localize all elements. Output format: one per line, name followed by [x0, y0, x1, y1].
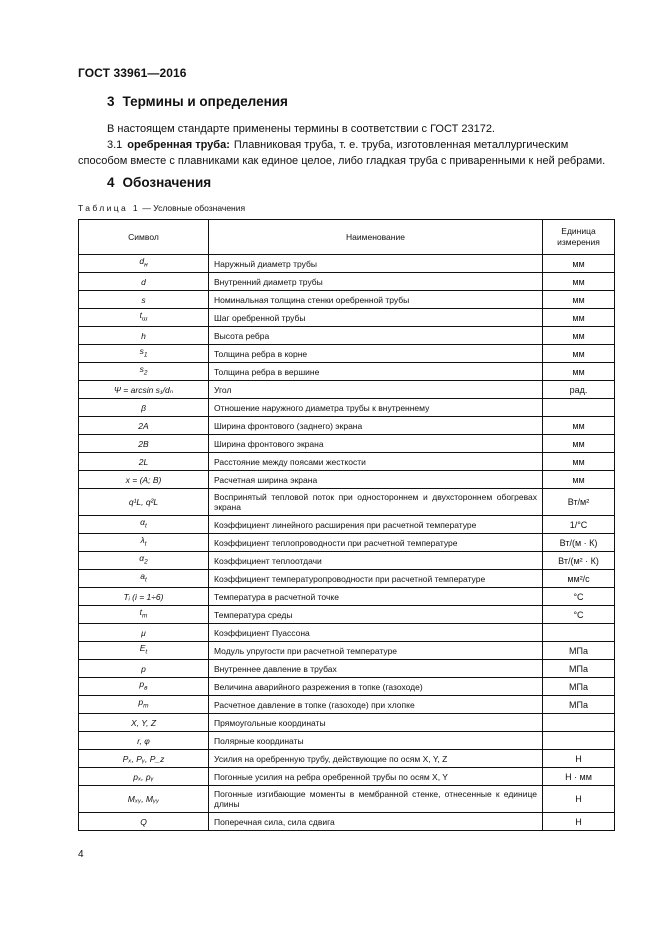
- table-caption-text: — Условные обозначения: [142, 203, 246, 213]
- table-row: [79, 552, 615, 570]
- symbol-text: s: [139, 364, 144, 375]
- table-row: [79, 606, 615, 624]
- symbol-subscript: ш: [141, 315, 148, 323]
- symbol-text: 2B: [138, 438, 149, 449]
- table-body: [79, 255, 615, 831]
- table-row: [79, 516, 615, 534]
- symbol-cell: [79, 678, 209, 696]
- standard-header: ГОСТ 33961—2016: [78, 66, 187, 80]
- name-cell: Усилия на оребренную трубу, действующие по осям X, Y, Z: [209, 750, 543, 768]
- symbol-text: p: [141, 663, 146, 674]
- symbol-cell: [79, 552, 209, 570]
- name-cell: Погонные усилия на ребра оребренной трубы по осям X, Y: [209, 768, 543, 786]
- name-cell: Температура в расчетной точке: [209, 588, 543, 606]
- section-3-title: Термины и определения: [122, 94, 288, 109]
- symbol-text: 2A: [138, 420, 149, 431]
- symbol-subscript: в: [144, 684, 148, 692]
- unit-cell: мм: [543, 363, 615, 381]
- symbol-subscript: m: [141, 612, 148, 620]
- table-row: [79, 660, 615, 678]
- table-header-row: [79, 220, 615, 255]
- unit-cell: 1/°C: [543, 516, 615, 534]
- symbol-cell: [79, 435, 209, 453]
- name-cell: Полярные координаты: [209, 732, 543, 750]
- symbol-text: Ψ = arcsin s₁/dₙ: [113, 384, 174, 395]
- table-row: [79, 453, 615, 471]
- symbol-cell: [79, 417, 209, 435]
- name-cell: Толщина ребра в вершине: [209, 363, 543, 381]
- symbol-cell: [79, 516, 209, 534]
- unit-cell: [543, 624, 615, 642]
- symbol-text: 2L: [138, 456, 149, 467]
- table-row: [79, 399, 615, 417]
- symbol-text: h: [141, 330, 146, 341]
- unit-cell: МПа: [543, 678, 615, 696]
- symbol-text: a: [140, 571, 145, 582]
- unit-cell: мм: [543, 273, 615, 291]
- table-row: [79, 381, 615, 399]
- section-4-number: 4: [107, 175, 115, 190]
- name-cell: Высота ребра: [209, 327, 543, 345]
- symbol-cell: [79, 714, 209, 732]
- symbol-text: α: [140, 517, 146, 528]
- symbol-cell: [79, 327, 209, 345]
- unit-cell: мм: [543, 453, 615, 471]
- table-row: [79, 534, 615, 552]
- symbol-cell: [79, 642, 209, 660]
- symbol-cell: [79, 471, 209, 489]
- symbol-cell: [79, 570, 209, 588]
- unit-cell: мм: [543, 309, 615, 327]
- term-number: 3.1: [107, 139, 123, 151]
- section-3-heading: [107, 94, 288, 109]
- table-row: [79, 588, 615, 606]
- unit-cell: мм: [543, 291, 615, 309]
- unit-cell: °C: [543, 606, 615, 624]
- table-row: [79, 714, 615, 732]
- symbol-cell: [79, 255, 209, 273]
- unit-cell: МПа: [543, 696, 615, 714]
- symbol-cell: [79, 363, 209, 381]
- symbol-text: t: [139, 310, 142, 321]
- name-cell: Расчетная ширина экрана: [209, 471, 543, 489]
- table-row: [79, 291, 615, 309]
- table-row: [79, 489, 615, 516]
- symbol-cell: [79, 534, 209, 552]
- table-row: [79, 345, 615, 363]
- symbol-subscript: t: [144, 576, 147, 584]
- symbol-cell: [79, 750, 209, 768]
- symbol-text: Tᵢ (i = 1÷6): [123, 591, 164, 602]
- table-row: [79, 696, 615, 714]
- unit-cell: Вт/(м · К): [543, 534, 615, 552]
- unit-cell: °C: [543, 588, 615, 606]
- name-cell: Коэффициент теплопроводности при расчетной температуре: [209, 534, 543, 552]
- symbol-cell: [79, 381, 209, 399]
- unit-cell: мм: [543, 327, 615, 345]
- symbol-cell: [79, 309, 209, 327]
- symbol-cell: [79, 453, 209, 471]
- symbol-text: Q: [140, 816, 147, 827]
- name-cell: Коэффициент температуропроводности при расчетной температуре: [209, 570, 543, 588]
- unit-cell: МПа: [543, 660, 615, 678]
- symbol-text: E: [139, 643, 146, 654]
- section-4-title: Обозначения: [122, 175, 212, 190]
- symbol-cell: [79, 273, 209, 291]
- symbol-text: r, φ: [137, 735, 150, 746]
- symbol-cell: [79, 660, 209, 678]
- name-cell: Расчетное давление в топке (газоходе) при хлопке: [209, 696, 543, 714]
- symbol-cell: [79, 624, 209, 642]
- symbol-subscript: t: [145, 648, 148, 656]
- unit-cell: мм²/с: [543, 570, 615, 588]
- section-4-heading: [107, 175, 211, 190]
- table-row: [79, 327, 615, 345]
- name-cell: Наружный диаметр трубы: [209, 255, 543, 273]
- symbol-text: q¹L, q²L: [128, 497, 159, 507]
- name-cell: Температура среды: [209, 606, 543, 624]
- symbol-text: λ: [140, 535, 145, 546]
- name-cell: Коэффициент линейного расширения при расчетной температуре: [209, 516, 543, 534]
- symbol-subscript: н: [144, 261, 148, 269]
- symbol-text: s: [141, 294, 146, 305]
- header-unit: Единица измерения: [543, 220, 615, 255]
- symbol-text: X, Y, Z: [130, 717, 157, 728]
- symbol-subscript: t: [144, 540, 147, 548]
- name-cell: Поперечная сила, сила сдвига: [209, 813, 543, 831]
- name-cell: Ширина фронтового экрана: [209, 435, 543, 453]
- symbol-cell: [79, 606, 209, 624]
- unit-cell: мм: [543, 255, 615, 273]
- unit-cell: Вт/(м² · К): [543, 552, 615, 570]
- unit-cell: мм: [543, 345, 615, 363]
- name-cell: Номинальная толщина стенки оребренной трубы: [209, 291, 543, 309]
- symbol-cell: [79, 696, 209, 714]
- table-row: [79, 678, 615, 696]
- unit-cell: мм: [543, 435, 615, 453]
- symbol-text: x = (A; B): [125, 474, 162, 485]
- unit-cell: мм: [543, 471, 615, 489]
- name-cell: Величина аварийного разрежения в топке (газоходе): [209, 678, 543, 696]
- unit-cell: МПа: [543, 642, 615, 660]
- section-3-intro: В настоящем стандарте применены термины в соответствии с ГОСТ 23172.: [107, 123, 495, 135]
- term-definition-paragraph: [78, 137, 614, 169]
- symbol-text: d: [139, 256, 145, 267]
- symbol-text: μ: [141, 627, 146, 638]
- unit-cell: Н · мм: [543, 768, 615, 786]
- table-row: [79, 570, 615, 588]
- symbol-cell: [79, 786, 209, 813]
- symbols-table: [78, 219, 615, 831]
- table-row: [79, 732, 615, 750]
- page-number: 4: [78, 849, 84, 860]
- symbol-text: t: [139, 607, 142, 618]
- unit-cell: [543, 732, 615, 750]
- symbol-text: Mₓᵧ, Mᵧᵧ: [127, 794, 160, 804]
- symbol-cell: [79, 768, 209, 786]
- table-row: [79, 786, 615, 813]
- table-caption-label: Таблица 1: [78, 203, 141, 213]
- table-row: [79, 624, 615, 642]
- name-cell: Расстояние между поясами жесткости: [209, 453, 543, 471]
- unit-cell: Н: [543, 786, 615, 813]
- symbol-cell: [79, 345, 209, 363]
- name-cell: Коэффициент теплоотдачи: [209, 552, 543, 570]
- symbol-subscript: 2: [144, 558, 148, 566]
- symbol-cell: [79, 732, 209, 750]
- unit-cell: [543, 399, 615, 417]
- name-cell: Воспринятый тепловой поток при одностороннем и двухстороннем обогревах экрана: [209, 489, 543, 516]
- name-cell: Внутренний диаметр трубы: [209, 273, 543, 291]
- unit-cell: рад.: [543, 381, 615, 399]
- symbol-subscript: 2: [143, 369, 148, 377]
- unit-cell: Вт/м²: [543, 489, 615, 516]
- symbol-text: s: [139, 346, 144, 357]
- term-name: оребренная труба:: [127, 139, 230, 151]
- name-cell: Шаг оребренной трубы: [209, 309, 543, 327]
- name-cell: Коэффициент Пуассона: [209, 624, 543, 642]
- table-row: [79, 813, 615, 831]
- table-row: [79, 435, 615, 453]
- symbol-cell: [79, 489, 209, 516]
- name-cell: Внутреннее давление в трубах: [209, 660, 543, 678]
- table-row: [79, 309, 615, 327]
- symbol-cell: [79, 399, 209, 417]
- name-cell: Отношение наружного диаметра трубы к внутреннему: [209, 399, 543, 417]
- unit-cell: Н: [543, 750, 615, 768]
- name-cell: Ширина фронтового (заднего) экрана: [209, 417, 543, 435]
- table-caption: [78, 203, 245, 213]
- section-3-number: 3: [107, 94, 115, 109]
- symbol-subscript: т: [143, 702, 149, 710]
- symbol-text: pₓ, pᵧ: [133, 771, 154, 782]
- table-row: [79, 273, 615, 291]
- name-cell: Модуль упругости при расчетной температуре: [209, 642, 543, 660]
- term-definition: Плавниковая труба, т. е. труба, изготовленная металлургическим способом вместе с плавниками как единое целое, либо гладкая труба с приваренными к ней ребрами.: [78, 139, 606, 167]
- symbol-cell: [79, 813, 209, 831]
- unit-cell: Н: [543, 813, 615, 831]
- symbol-cell: [79, 588, 209, 606]
- symbol-text: p: [139, 679, 145, 690]
- header-symbol: Символ: [79, 220, 209, 255]
- table-row: [79, 642, 615, 660]
- symbol-text: β: [141, 402, 146, 413]
- header-name: Наименование: [209, 220, 543, 255]
- symbol-text: Pₓ, Pᵧ, P_z: [122, 753, 165, 764]
- unit-cell: мм: [543, 417, 615, 435]
- table-row: [79, 471, 615, 489]
- symbol-subscript: 1: [143, 351, 148, 359]
- table-row: [79, 363, 615, 381]
- table-row: [79, 768, 615, 786]
- symbol-text: d: [141, 276, 146, 287]
- table-row: [79, 255, 615, 273]
- unit-cell: [543, 714, 615, 732]
- name-cell: Прямоугольные координаты: [209, 714, 543, 732]
- name-cell: Угол: [209, 381, 543, 399]
- name-cell: Погонные изгибающие моменты в мембранной стенке, отнесенные к единице длины: [209, 786, 543, 813]
- symbol-text: α: [139, 553, 145, 564]
- name-cell: Толщина ребра в корне: [209, 345, 543, 363]
- symbol-text: p: [138, 697, 144, 708]
- symbol-subscript: t: [145, 522, 147, 530]
- symbol-cell: [79, 291, 209, 309]
- table-row: [79, 750, 615, 768]
- table-row: [79, 417, 615, 435]
